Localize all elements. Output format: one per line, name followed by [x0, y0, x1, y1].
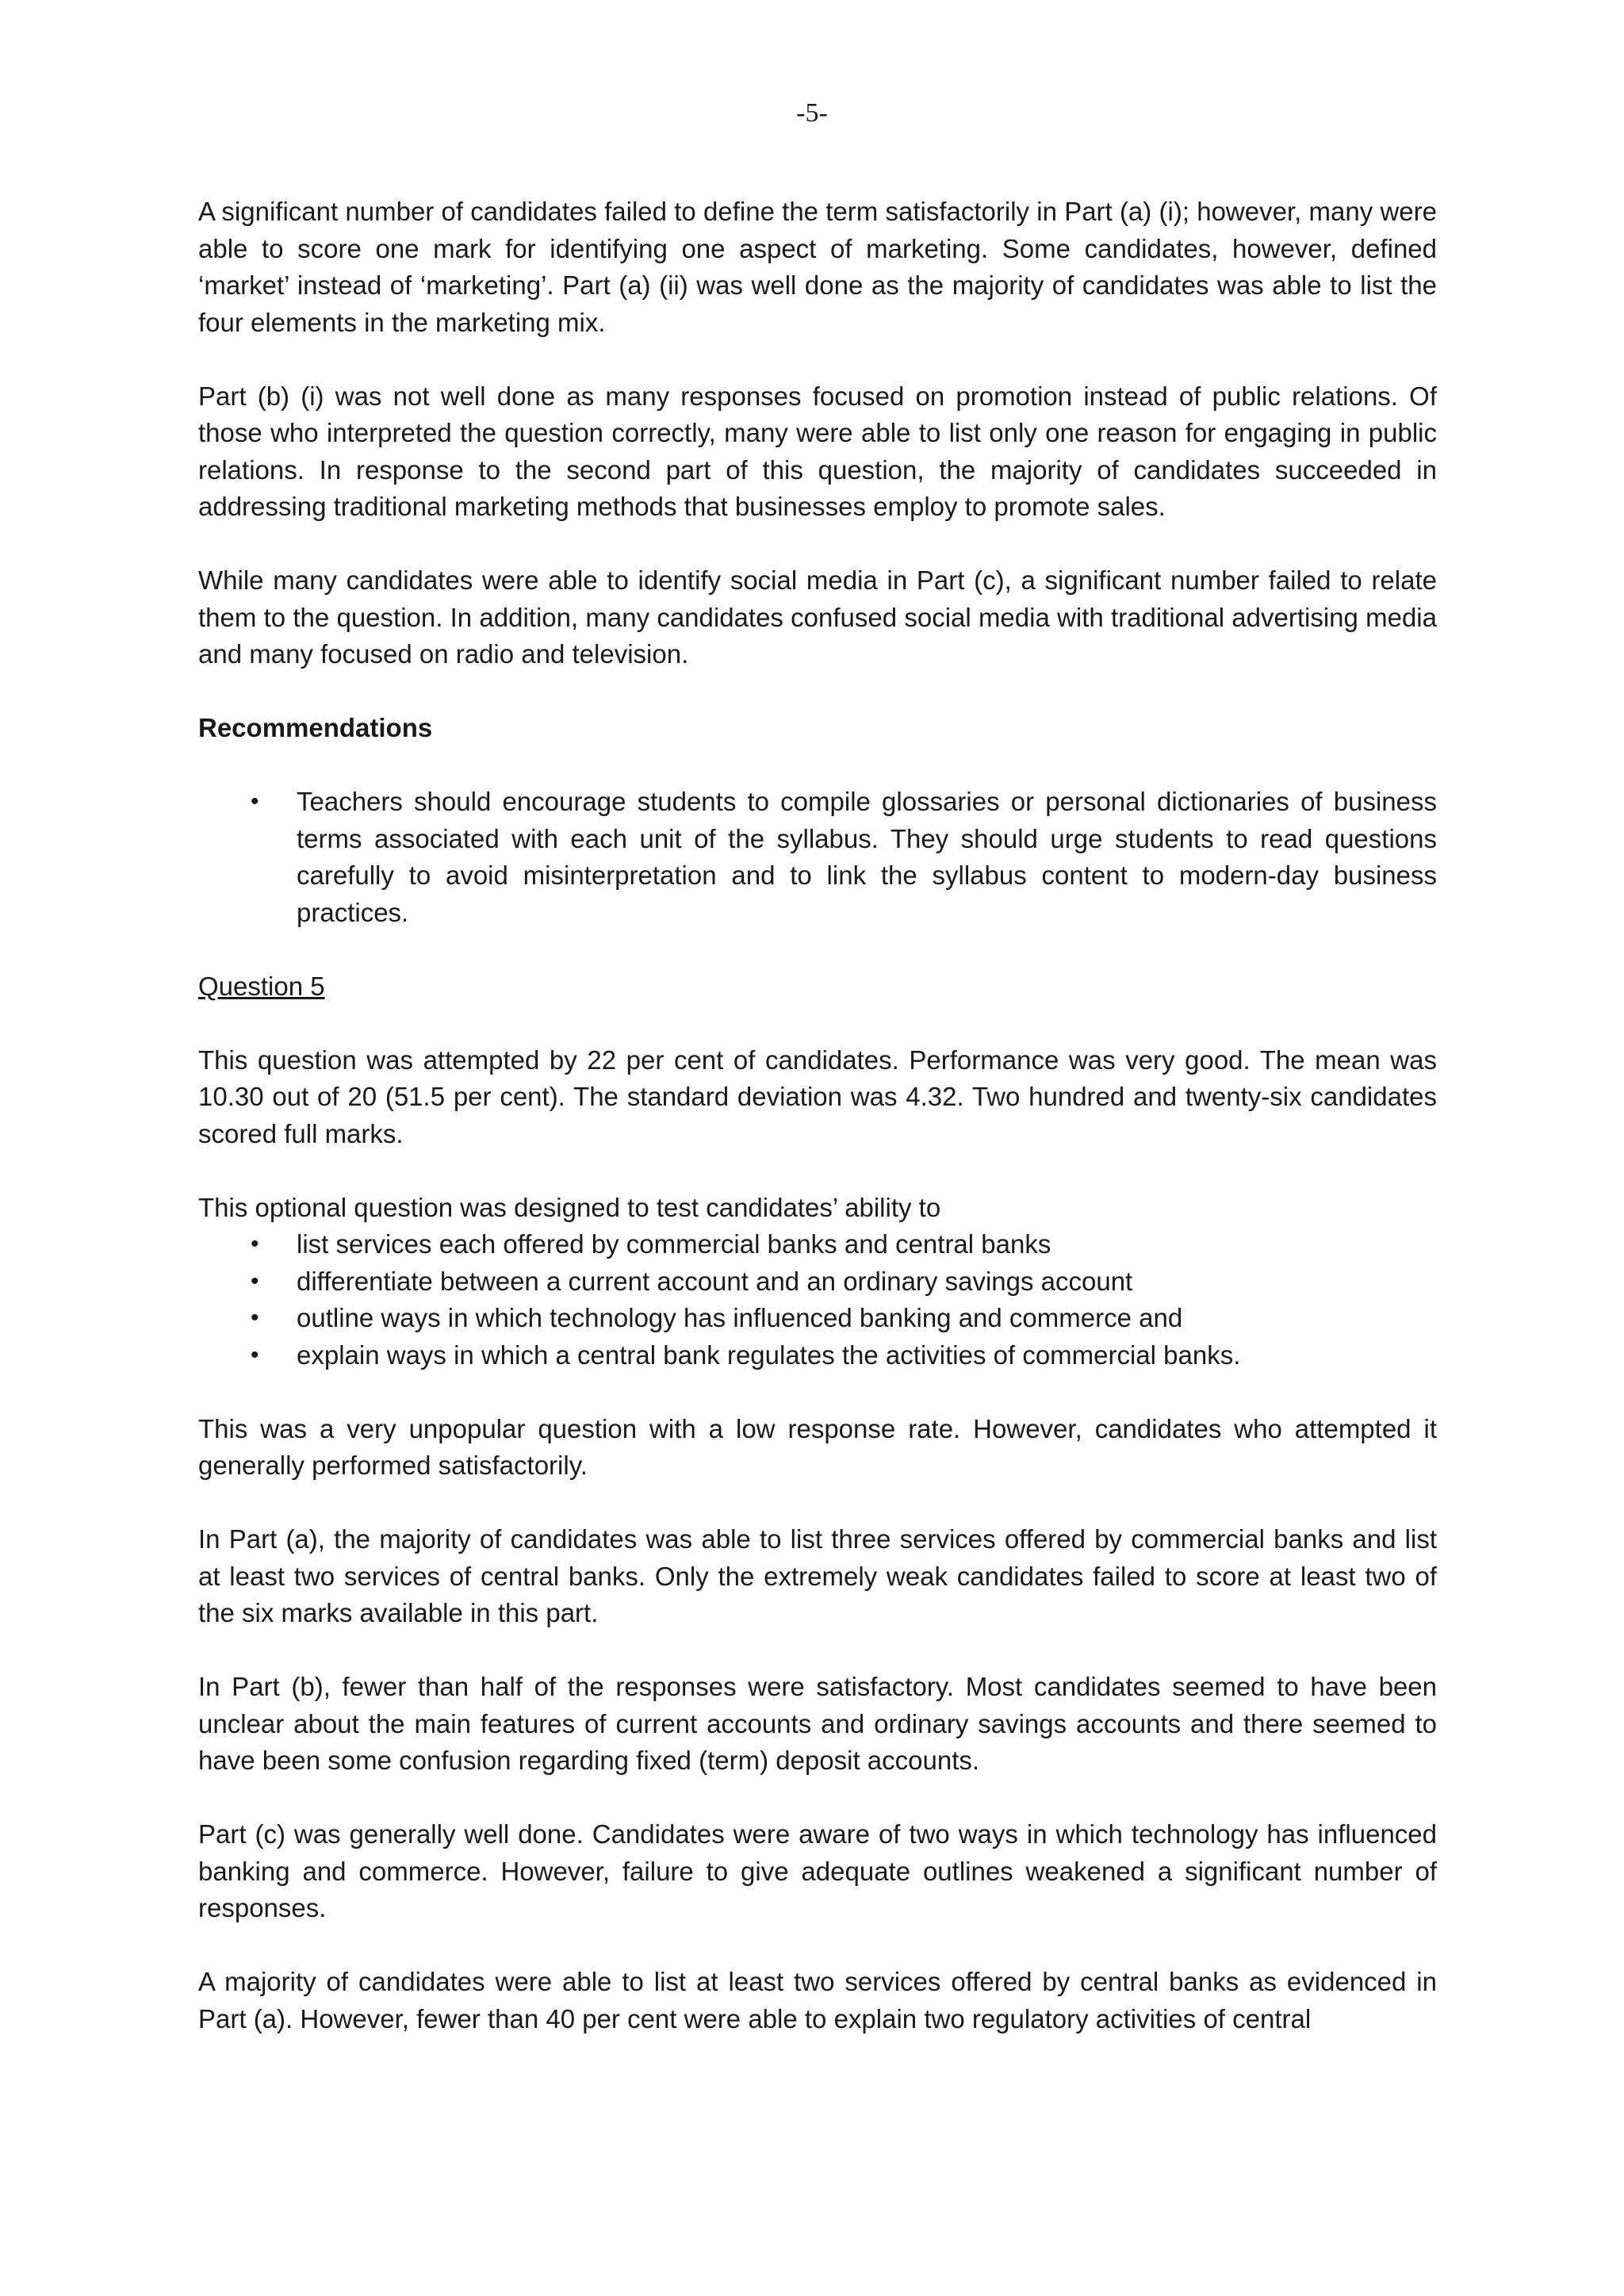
- recommendations-heading: Recommendations: [198, 713, 433, 742]
- bullet-icon: •: [251, 788, 259, 815]
- paragraph-marketing-part-a: A significant number of candidates failed to define the term satisfactorily in Part (a) (i); however, many were able to score one mark for identifying one aspect of marketing. Some candidates, however, defined ‘market’ instead of ‘marketing’. Part (a) (ii) was well done as the majority of candidates was able to list the four elements in the marketing mix.: [198, 197, 1437, 337]
- objective-text: outline ways in which technology has influenced banking and commerce and: [297, 1303, 1183, 1332]
- question-5-paragraph-part-d: A majority of candidates were able to list at least two services offered by central banks as evidenced in Part (a). However, fewer than 40 per cent were able to explain two regulatory activities of central: [198, 1967, 1437, 2033]
- list-item: [198, 1300, 1437, 1337]
- objective-text: list services each offered by commercial banks and central banks: [297, 1229, 1051, 1259]
- recommendations-list: [198, 784, 1437, 931]
- page-number: -5-: [796, 98, 828, 128]
- bullet-icon: •: [251, 1341, 259, 1368]
- question-5-paragraph-response-rate: This was a very unpopular question with a low response rate. However, candidates who attempted it generally performed satisfactorily.: [198, 1413, 1437, 1480]
- question-5-objectives-list: [198, 1226, 1437, 1374]
- list-item: [198, 1263, 1437, 1301]
- objective-text: explain ways in which a central bank regulates the activities of commercial banks.: [297, 1340, 1241, 1370]
- question-5-paragraph-part-a: In Part (a), the majority of candidates was able to list three services offered by commercial banks and list at least two services of central banks. Only the extremely weak candidates failed to score at least two of the six marks available in this part.: [198, 1524, 1437, 1627]
- recommendation-text: Teachers should encourage students to compile glossaries or personal dictionaries of business terms associated with each unit of the syllabus. They should urge students to read questions carefully to avoid misinterpretation and to link the syllabus content to modern-day business practices.: [297, 787, 1437, 927]
- list-item: [198, 1226, 1437, 1263]
- document-body: [198, 194, 1437, 2075]
- question-5-heading: Question 5: [198, 971, 325, 1001]
- question-5-stats-paragraph: This question was attempted by 22 per cent of candidates. Performance was very good. The mean was 10.30 out of 20 (51.5 per cent). The standard deviation was 4.32. Two hundred and twenty-six candidates scored full marks.: [198, 1045, 1437, 1148]
- question-5-intro: This optional question was designed to test candidates’ ability to: [198, 1192, 941, 1222]
- paragraph-marketing-part-c: While many candidates were able to identify social media in Part (c), a significant number failed to relate them to the question. In addition, many candidates confused social media with traditional advertising media and many focused on radio and television.: [198, 565, 1437, 669]
- bullet-icon: •: [251, 1305, 259, 1331]
- bullet-icon: •: [251, 1267, 259, 1294]
- bullet-icon: •: [251, 1231, 259, 1257]
- list-item: [198, 1337, 1437, 1374]
- list-item: [198, 784, 1437, 931]
- objective-text: differentiate between a current account and an ordinary savings account: [297, 1266, 1133, 1296]
- question-5-paragraph-part-b: In Part (b), fewer than half of the responses were satisfactory. Most candidates seemed to have been unclear about the main features of current accounts and ordinary savings accounts and there seemed to have been some confusion regarding fixed (term) deposit accounts.: [198, 1672, 1437, 1775]
- question-5-paragraph-part-c: Part (c) was generally well done. Candidates were aware of two ways in which technology has influenced banking and commerce. However, failure to give adequate outlines weakened a significant number of responses.: [198, 1819, 1437, 1922]
- paragraph-marketing-part-b: Part (b) (i) was not well done as many responses focused on promotion instead of public relations. Of those who interpreted the question correctly, many were able to list only one reason for engaging in public relations. In response to the second part of this question, the majority of candidates succeeded in addressing traditional marketing methods that businesses employ to promote sales.: [198, 381, 1437, 521]
